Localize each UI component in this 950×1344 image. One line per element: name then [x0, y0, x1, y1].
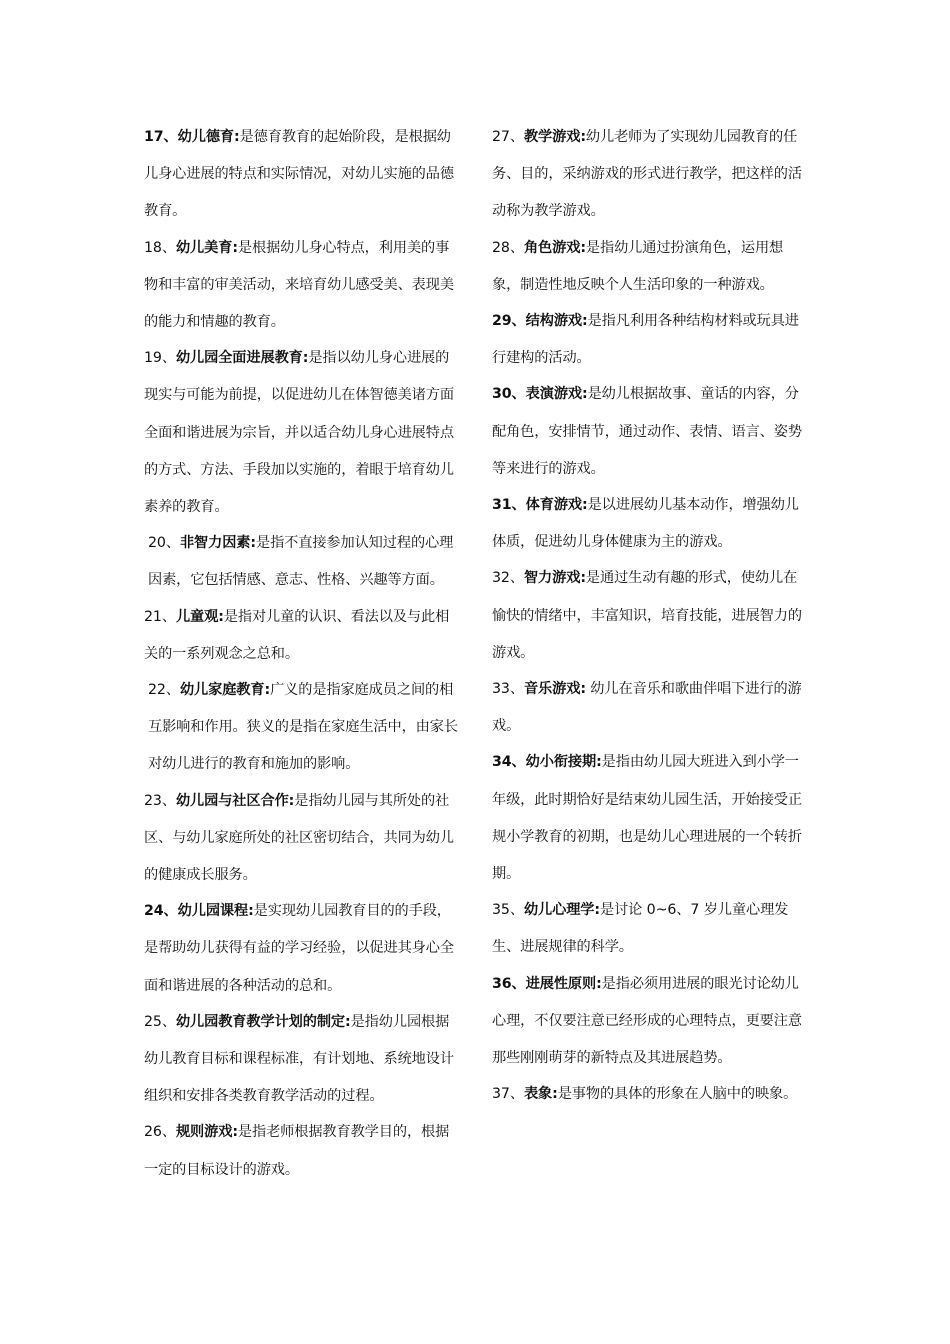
definition-entry — [492, 966, 810, 1078]
definition-entry — [144, 1114, 462, 1188]
entry-colon: : — [580, 570, 586, 587]
definition-entry — [492, 487, 810, 561]
entry-number: 19 — [144, 350, 162, 367]
entry-number: 32 — [492, 570, 510, 587]
definition-entry — [144, 893, 462, 1005]
entry-term: 进展性原则 — [525, 975, 597, 992]
entry-colon: : — [218, 608, 224, 625]
entry-colon: : — [345, 1013, 351, 1030]
definition-entry — [492, 1076, 810, 1113]
entry-term: 角色游戏 — [523, 239, 581, 256]
entry-colon: : — [552, 1086, 558, 1103]
entry-term: 幼儿园与社区合作 — [175, 792, 289, 809]
entry-separator: 、 — [509, 570, 524, 587]
entry-colon: : — [580, 239, 586, 256]
entry-term: 幼儿德育 — [177, 129, 234, 145]
definition-entry — [144, 1004, 462, 1116]
entry-definition: 是实现幼儿园教育目的的手段，是帮助幼儿获得有益的学习经验，以促进其身心全面和谐进展的各种活动的总和。 — [144, 903, 454, 994]
entry-term: 幼儿园课程 — [177, 903, 249, 920]
entry-number: 37 — [492, 1086, 510, 1103]
entry-number: 33 — [492, 681, 510, 698]
entry-term: 表象 — [523, 1086, 553, 1103]
entry-definition: 是通过生动有趣的形式，使幼儿在愉快的情绪中，丰富知识，培育技能，进展智力的游戏。 — [492, 570, 802, 661]
entry-separator: 、 — [161, 350, 176, 367]
entry-separator: 、 — [511, 975, 526, 992]
entry-number: 21 — [144, 608, 162, 625]
entry-number: 30 — [492, 386, 512, 403]
entry-number: 35 — [492, 902, 510, 919]
definition-entry — [144, 340, 462, 526]
entry-separator: 、 — [161, 608, 176, 625]
entry-term: 儿童观 — [175, 608, 219, 625]
entry-term: 教学游戏 — [523, 129, 581, 145]
entry-colon: : — [288, 792, 295, 809]
entry-term: 幼小衔接期 — [525, 754, 597, 771]
entry-definition: 是以进展幼儿基本动作，增强幼儿体质，促进幼儿身体健康为主的游戏。 — [492, 497, 799, 551]
entry-definition: 广义的是指家庭成员之间的相互影响和作用。狭义的是指在家庭生活中，由家长对幼儿进行的教育和施加的影响。 — [148, 682, 458, 773]
entry-definition: 幼儿老师为了实现幼儿园教育的任务、目的，采纳游戏的形式进行教学，把这样的活动称为教学游戏。 — [492, 129, 802, 220]
definition-entry — [144, 783, 462, 895]
entry-separator: 、 — [509, 902, 524, 919]
entry-colon: : — [596, 754, 602, 771]
entry-number: 22 — [148, 682, 166, 699]
entry-definition: 是根据幼儿身心特点，利用美的事物和丰富的审美活动，来培育幼儿感受美、表现美的能力和情趣的教育。 — [144, 239, 454, 331]
entry-definition: 是指不直接参加认知过程的心理因素，它包括情感、意志、性格、兴趣等方面。 — [148, 535, 454, 589]
entry-definition: 是指必须用进展的眼光讨论幼儿心理，不仅要注意已经形成的心理特点，更要注意那些刚刚萌芽的新特点及其进展趋势。 — [492, 975, 802, 1067]
definition-entry — [144, 119, 462, 231]
entry-colon: : — [582, 497, 588, 514]
entry-colon: : — [250, 535, 256, 552]
left-column — [144, 119, 462, 1188]
entry-separator: 、 — [163, 903, 178, 920]
entry-colon: : — [596, 975, 602, 992]
entry-number: 34 — [492, 754, 512, 771]
entry-term: 规则游戏 — [175, 1124, 233, 1141]
entry-term: 幼儿园教育教学计划的制定 — [175, 1013, 346, 1030]
entry-number: 27 — [492, 129, 510, 145]
entry-separator: 、 — [509, 129, 524, 145]
entry-term: 表演游戏 — [525, 386, 582, 403]
entry-number: 17 — [144, 129, 164, 145]
entry-colon: : — [264, 682, 271, 699]
definition-entry — [492, 230, 810, 304]
entry-separator: 、 — [511, 497, 526, 514]
entry-definition: 幼儿在音乐和歌曲伴唱下进行的游戏。 — [492, 681, 802, 735]
entry-term: 幼儿心理学 — [523, 902, 595, 919]
entry-term: 幼儿园全面进展教育 — [175, 350, 303, 367]
entry-definition: 是指幼儿园与其所处的社区、与幼儿家庭所处的社区密切结合，共同为幼儿的健康成长服务。 — [144, 792, 454, 884]
entry-definition: 是讨论 0~6、7 岁儿童心理发生、进展规律的科学。 — [492, 902, 789, 956]
entry-term: 非智力因素 — [179, 535, 251, 552]
entry-definition: 是指对儿童的认识、看法以及与此相关的一系列观念之总和。 — [144, 608, 450, 662]
definition-entry — [492, 744, 810, 893]
entry-colon: : — [234, 129, 240, 145]
definition-entry — [492, 892, 810, 966]
entry-separator: 、 — [161, 1124, 176, 1141]
entry-colon: : — [582, 386, 588, 403]
entry-definition: 是幼儿根据故事、童话的内容，分配角色，安排情节，通过动作、表情、语言、姿势等来进行的游戏。 — [492, 386, 802, 477]
entry-separator: 、 — [511, 313, 526, 330]
entry-separator: 、 — [163, 129, 178, 145]
entry-separator: 、 — [509, 1086, 524, 1103]
entry-colon: : — [580, 681, 586, 698]
entry-separator: 、 — [509, 681, 524, 698]
entry-separator: 、 — [511, 386, 526, 403]
entry-number: 20 — [148, 535, 166, 552]
entry-definition: 是指幼儿通过扮演角色，运用想象，制造性地反映个人生活印象的一种游戏。 — [492, 239, 784, 293]
entry-definition: 是德育教育的起始阶段，是根据幼儿身心进展的特点和实际情况，对幼儿实施的品德教育。 — [144, 129, 454, 220]
entry-separator: 、 — [161, 792, 176, 809]
right-column — [492, 119, 810, 1112]
entry-colon: : — [302, 350, 309, 367]
entry-separator: 、 — [165, 682, 180, 699]
entry-number: 36 — [492, 975, 512, 992]
entry-term: 幼儿美育 — [175, 239, 233, 256]
entry-separator: 、 — [165, 535, 180, 552]
entry-colon: : — [232, 1124, 238, 1141]
entry-separator: 、 — [511, 754, 526, 771]
definition-entry — [492, 671, 810, 745]
entry-colon: : — [582, 313, 588, 330]
entry-separator: 、 — [161, 1013, 176, 1030]
entry-definition: 是指由幼儿园大班进入到小学一年级，此时期恰好是结束幼儿园生活，开始接受正规小学教育的初期，也是幼儿心理进展的一个转折期。 — [492, 754, 802, 883]
entry-number: 31 — [492, 497, 512, 514]
entry-definition: 是指以幼儿身心进展的现实与可能为前提，以促进幼儿在体智德美诸方面全面和谐进展为宗旨，并以适合幼儿身心进展特点的方式、方法、手段加以实施的，着眼于培育幼儿素养的教育。 — [144, 350, 454, 516]
entry-colon: : — [594, 902, 600, 919]
entry-number: 24 — [144, 903, 164, 920]
entry-definition: 是事物的具体的形象在人脑中的映象。 — [557, 1086, 798, 1103]
definition-entry — [492, 560, 810, 672]
definition-entry — [492, 303, 810, 377]
entry-colon: : — [580, 129, 586, 145]
definition-entry — [144, 672, 462, 784]
entry-term: 智力游戏 — [523, 570, 581, 587]
definition-entry — [144, 525, 462, 599]
entry-number: 26 — [144, 1124, 162, 1141]
entry-colon: : — [232, 239, 238, 256]
entry-number: 18 — [144, 239, 162, 256]
definition-entry — [492, 119, 810, 231]
entry-definition: 是指凡利用各种结构材料或玩具进行建构的活动。 — [492, 313, 799, 367]
entry-definition: 是指幼儿园根据幼儿教育目标和课程标准，有计划地、系统地设计组织和安排各类教育教学活动的过程。 — [144, 1013, 454, 1105]
entry-number: 23 — [144, 792, 162, 809]
entry-colon: : — [248, 903, 254, 920]
entry-number: 25 — [144, 1013, 162, 1030]
entry-term: 音乐游戏 — [523, 681, 581, 698]
entry-term: 结构游戏 — [525, 313, 582, 330]
entry-separator: 、 — [161, 239, 176, 256]
entry-definition: 是指老师根据教育教学目的，根据一定的目标设计的游戏。 — [144, 1124, 450, 1178]
entry-term: 幼儿家庭教育 — [179, 682, 265, 699]
definition-entry — [492, 376, 810, 488]
entry-number: 29 — [492, 313, 512, 330]
definition-entry — [144, 230, 462, 342]
entry-number: 28 — [492, 239, 510, 256]
entry-term: 体育游戏 — [525, 497, 582, 514]
definition-entry — [144, 599, 462, 673]
entry-separator: 、 — [509, 239, 524, 256]
